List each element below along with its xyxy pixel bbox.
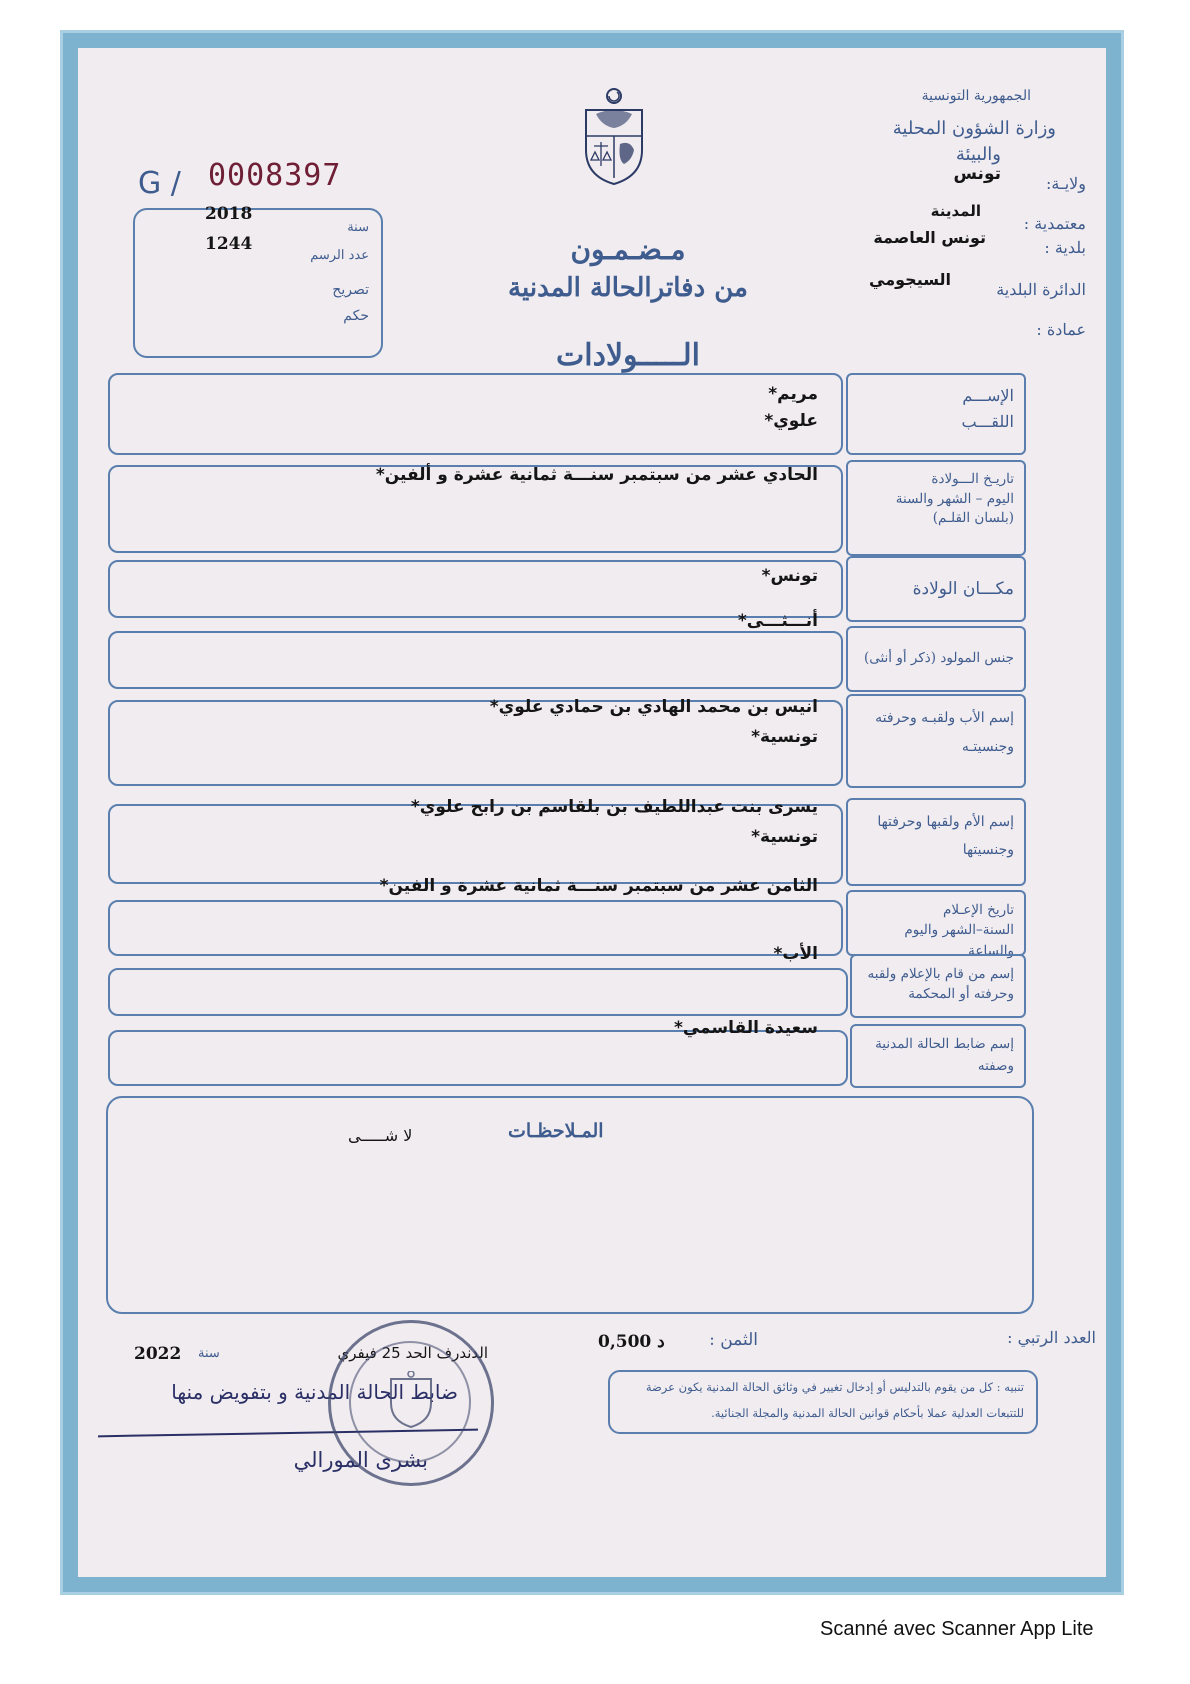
title-civil-registers: من دفاترالحالة المدنية bbox=[508, 273, 748, 303]
title-madmoun: مـضـمـون bbox=[570, 233, 686, 266]
daira-value: السيجومي bbox=[869, 270, 951, 289]
wilaya-label: ولايـة: bbox=[1046, 174, 1086, 193]
remarks-value: لا شـــــى bbox=[348, 1126, 413, 1145]
scanner-note: Scanné avec Scanner App Lite bbox=[820, 1618, 1094, 1640]
row-officer-value: سعيدة القاسمي* bbox=[673, 1018, 818, 1038]
officer-name: بشرى المورالي bbox=[293, 1448, 428, 1472]
reg-number-value: 1244 bbox=[205, 234, 253, 254]
baladia-value: تونس العاصمة bbox=[873, 228, 986, 247]
row-name-label: الإســـم اللقـــب bbox=[846, 373, 1026, 455]
row-officer-label: إسم ضابط الحالة المدنية وصفته bbox=[850, 1024, 1026, 1088]
price-label: الثمن : bbox=[709, 1330, 758, 1350]
row-father-value: انيس بن محمد الهادي بن حمادي علوي* تونسية* bbox=[489, 697, 818, 747]
row-name-value: مريم* علوي* bbox=[764, 384, 818, 432]
officer-delegation-line: ضابط الحالة المدنية و بتفويض منها bbox=[171, 1380, 458, 1404]
title-births: الـــــولادات bbox=[556, 338, 700, 373]
registration-box bbox=[133, 204, 383, 358]
republic-label: الجمهورية التونسية bbox=[921, 88, 1031, 104]
omada-label: عمادة : bbox=[1036, 320, 1086, 339]
row-birthplace-value: تونس* bbox=[761, 566, 818, 586]
row-birthplace-label: مكـــان الولادة bbox=[846, 556, 1026, 622]
daira-label: الدائرة البلدية bbox=[996, 280, 1086, 299]
serial-number: 0008397 bbox=[208, 158, 342, 193]
issue-year-value: 2022 bbox=[134, 1344, 182, 1364]
row-declaration-date-label: تاريخ الإعـلام السنة–الشهر واليوم والساعة bbox=[846, 890, 1026, 956]
ministry-line1: وزارة الشؤون المحلية bbox=[892, 118, 1056, 139]
warning-line2: للتتبعات العدلية عملا بأحكام قوانين الحالة المدنية والمجلة الجنائية. bbox=[711, 1406, 1024, 1420]
row-father-label: إسم الأب ولقبـه وحرفته وجنسيتـه bbox=[846, 694, 1026, 788]
warning-line1: تنبيه : كل من يقوم بالتدليس أو إدخال تغيير في وثائق الحالة المدنية يكون عرضة bbox=[645, 1380, 1024, 1394]
reg-number-label: عدد الرسم bbox=[310, 248, 369, 263]
row-sex-label: جنس المولود (ذكر أو أنثى) bbox=[846, 626, 1026, 692]
row-sex-value: أنـــثـــى* bbox=[737, 611, 818, 631]
serial-prefix: G / bbox=[138, 166, 181, 201]
row-declarant-value-box bbox=[108, 968, 848, 1016]
row-mother-value: يسرى بنت عبداللطيف بن بلقاسم بن رابح علوي* تونسية* bbox=[410, 797, 818, 847]
remarks-box bbox=[106, 1096, 1034, 1314]
civil-status-document bbox=[60, 30, 1124, 1595]
row-sex-value-box bbox=[108, 631, 843, 689]
price-value: 0,500 د bbox=[598, 1332, 665, 1352]
reg-year-label: سنة bbox=[347, 220, 369, 235]
official-stamp-icon bbox=[328, 1320, 494, 1486]
row-birthdate-label: تاريـخ الـــولادة اليوم – الشهر والسنة (بلسان القلـم) bbox=[846, 460, 1026, 556]
row-declaration-date-value: الثامن عشر من سبتمبر سنـــة ثمانية عشرة و الفين* bbox=[379, 876, 818, 896]
warning-box bbox=[608, 1370, 1038, 1434]
reg-year-value: 2018 bbox=[205, 204, 253, 224]
reg-declaration-label: تصريح bbox=[332, 282, 369, 298]
row-mother-label: إسم الأم ولقبها وحرفتها وجنسيتها bbox=[846, 798, 1026, 886]
official-number-label: العدد الرتبي : bbox=[1007, 1328, 1096, 1347]
row-declarant-value: الأب* bbox=[773, 944, 818, 964]
row-birthdate-value: الحادي عشر من سبتمبر سنـــة ثمانية عشرة و ألفين* bbox=[375, 465, 818, 485]
motamadia-label: معتمدية : bbox=[1023, 214, 1086, 233]
reg-judgment-label: حكم bbox=[343, 308, 369, 324]
remarks-label: المـلاحظـات bbox=[508, 1120, 604, 1142]
wilaya-value: تونس bbox=[953, 164, 1001, 184]
motamadia-value: المدينة bbox=[930, 202, 981, 220]
ministry-line2: والبيئة bbox=[955, 144, 1001, 165]
baladia-label: بلدية : bbox=[1044, 238, 1086, 257]
row-officer-value-box bbox=[108, 1030, 848, 1086]
issue-year-label: سنة bbox=[198, 1346, 220, 1361]
row-declarant-label: إسم من قام بالإعلام ولقبه وحرفته أو المحكمة bbox=[850, 954, 1026, 1018]
coat-of-arms-icon bbox=[576, 86, 652, 186]
issue-date: الدندرف الحد 25 فيفري bbox=[337, 1344, 488, 1362]
